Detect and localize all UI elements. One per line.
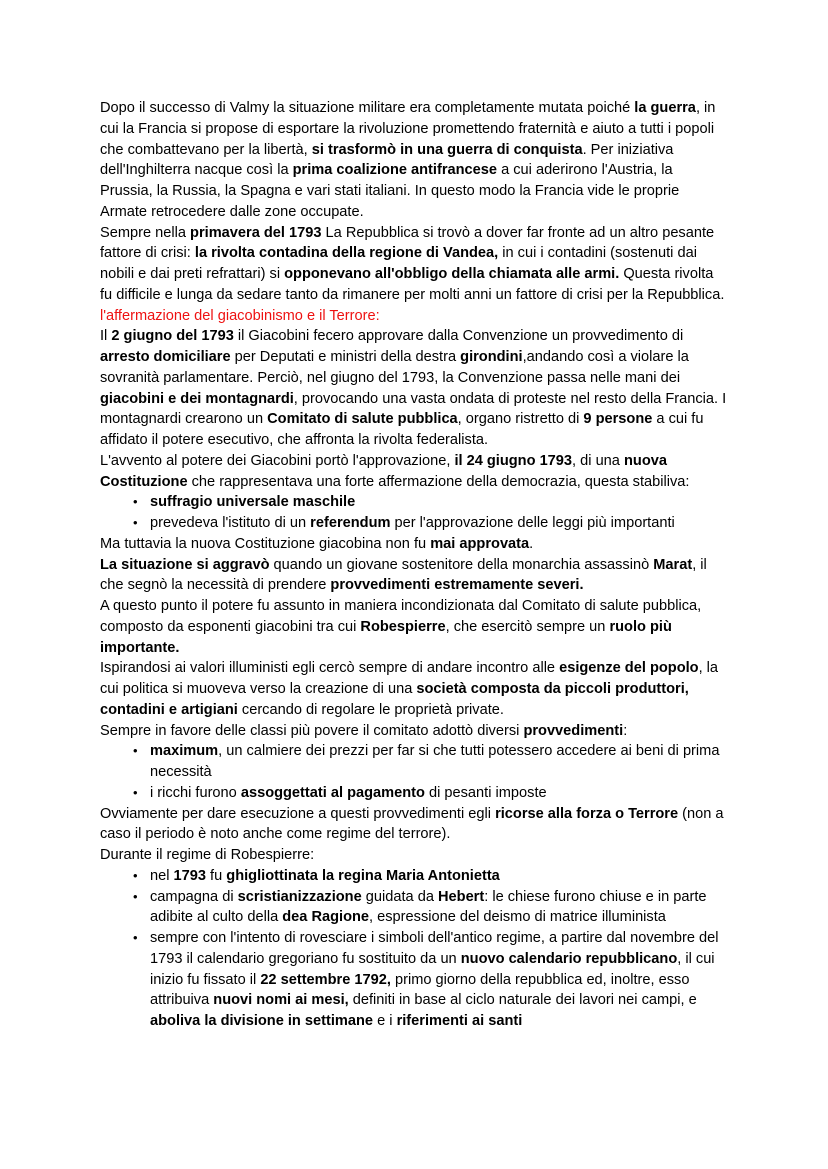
text-run-bold: opponevano all'obbligo della chiamata alle armi. bbox=[284, 266, 620, 282]
paragraph bbox=[100, 451, 729, 493]
text-run-bold: 1793 bbox=[173, 867, 206, 884]
text-run-bold: primavera del 1793 bbox=[190, 224, 322, 241]
text-run: , il che segnò la necessità di prendere bbox=[100, 556, 707, 594]
text-run-bold: dea Ragione bbox=[282, 909, 370, 926]
paragraph bbox=[100, 555, 729, 597]
text-run-bold: si trasformò in una guerra di conquista bbox=[311, 141, 583, 158]
text-run-bold: 22 settembre 1792, bbox=[260, 971, 391, 988]
text-run-bold: scristianizzazione bbox=[237, 888, 362, 905]
text-run-bold: la guerra bbox=[634, 100, 696, 116]
text-run: , la cui politica si muoveva verso la creazione di una bbox=[100, 660, 719, 697]
text-run: in cui i contadini (sostenuti dai nobili e dai preti refrattari) si bbox=[100, 245, 697, 282]
paragraph bbox=[100, 223, 729, 306]
text-run: Dopo il successo di Valmy la situazione militare era completamente mutata poiché bbox=[100, 100, 635, 116]
text-run: prevedeva l'istituto di un bbox=[150, 515, 311, 531]
text-run-bold: provvedimenti bbox=[523, 722, 624, 739]
text-run-bold: ricorse alla forza o Terrore bbox=[495, 805, 679, 822]
text-run: di pesanti imposte bbox=[424, 784, 547, 801]
text-run: Sempre nella bbox=[100, 224, 191, 241]
paragraph bbox=[100, 98, 729, 223]
text-run: . Per iniziativa dell'Inghilterra nacque così la bbox=[100, 141, 674, 179]
text-run-bold: nuovi nomi ai mesi, bbox=[213, 992, 349, 1009]
text-run: cercando di regolare le proprietà private. bbox=[237, 701, 504, 718]
text-run: , organo ristretto di bbox=[457, 411, 584, 428]
text-run: Ispirandosi ai valori illuministi egli cercò sempre di andare incontro alle bbox=[100, 660, 560, 677]
text-run: e i bbox=[373, 1013, 397, 1029]
text-run-bold: suffragio universale maschile bbox=[150, 494, 356, 511]
paragraph bbox=[100, 721, 729, 742]
text-run: La Repubblica si trovò a dover far fronte ad un altro pesante fattore di crisi: bbox=[100, 224, 715, 262]
text-run: il Giacobini fecero approvare dalla Convenzione un provvedimento di bbox=[233, 328, 684, 345]
text-run: campagna di bbox=[150, 888, 238, 905]
text-run-bold: Hebert bbox=[438, 888, 485, 905]
text-run: , espressione del deismo di matrice illuminista bbox=[369, 909, 666, 926]
text-run-bold: arresto domiciliare bbox=[100, 349, 231, 365]
text-run: Questa rivolta fu difficile e lunga da sedare tanto da rimanere per molti anni un fattore di crisi per la Repubblica. bbox=[100, 266, 725, 303]
text-run-bold: 9 persone bbox=[583, 411, 653, 428]
list-item bbox=[100, 513, 729, 534]
text-run-bold: prima coalizione antifrancese bbox=[292, 162, 498, 179]
text-run: nel bbox=[150, 867, 174, 884]
text-run: quando un giovane sostenitore della monarchia assassinò bbox=[269, 556, 654, 573]
text-run: a cui aderirono l'Austria, la Prussia, la Russia, la Spagna e vari stati italiani. In questo modo la Francia vide le proprie Armate retrocedere dalle zone occupate. bbox=[100, 162, 680, 220]
document-text-body bbox=[100, 98, 729, 1032]
text-run: ,andando così a violare la sovranità parlamentare. Perciò, nel giugno del 1793, la Convenzione passa nelle mani dei bbox=[100, 349, 689, 386]
paragraph bbox=[100, 845, 729, 866]
text-run: guidata da bbox=[361, 888, 438, 905]
text-run-bold: esigenze del popolo bbox=[559, 660, 699, 677]
text-run: L'avvento al potere dei Giacobini portò l'approvazione, bbox=[100, 452, 455, 469]
bullet-list bbox=[100, 741, 729, 803]
text-run-bold: società composta da piccoli produttori, contadini e artigiani bbox=[100, 681, 689, 718]
text-run: , un calmiere dei prezzi per far si che tutti potessero accedere ai beni di prima necessità bbox=[150, 743, 720, 780]
text-run: , di una bbox=[572, 452, 624, 469]
text-run-bold: aboliva la divisione in settimane bbox=[150, 1013, 374, 1029]
text-run-bold: Marat bbox=[653, 556, 693, 573]
text-run-bold: assoggettati al pagamento bbox=[240, 784, 425, 801]
text-run-bold: nuova Costituzione bbox=[100, 452, 667, 490]
text-run: : le chiese furono chiuse e in parte adibite al culto della bbox=[150, 888, 707, 926]
text-run-bold: Robespierre bbox=[360, 618, 446, 635]
text-run: Ma tuttavia la nuova Costituzione giacobina non fu bbox=[100, 535, 431, 552]
list-item bbox=[100, 492, 729, 513]
text-run-bold: il 24 giugno 1793 bbox=[454, 452, 573, 469]
text-run: Durante il regime di Robespierre: bbox=[100, 847, 315, 863]
list-item bbox=[100, 887, 729, 929]
list-item bbox=[100, 928, 729, 1032]
paragraph bbox=[100, 326, 729, 451]
text-run-bold: referendum bbox=[310, 515, 391, 531]
text-run-bold: ruolo più importante. bbox=[100, 618, 672, 656]
text-run: a cui fu affidato il potere esecutivo, che affronta la rivolta federalista. bbox=[100, 411, 704, 448]
text-run: Ovviamente per dare esecuzione a questi provvedimenti egli bbox=[100, 805, 496, 822]
section-heading bbox=[100, 306, 729, 327]
text-run-bold: 2 giugno del 1793 bbox=[111, 328, 234, 345]
text-run-bold: nuovo calendario repubblicano bbox=[460, 950, 678, 967]
text-run: i ricchi furono bbox=[150, 784, 241, 801]
text-run-bold: mai approvata bbox=[430, 535, 530, 552]
text-run: , in cui la Francia si propose di esportare la rivoluzione promettendo fraternità e aiuto a tutti i popoli che combattevano per la libertà, bbox=[100, 100, 716, 158]
text-run: A questo punto il potere fu assunto in maniera incondizionata dal Comitato di salute pubblica, composto da esponenti giacobini tra cui bbox=[100, 598, 702, 635]
text-run-bold: giacobini e dei montagnardi bbox=[100, 390, 294, 407]
bullet-list bbox=[100, 492, 729, 534]
text-run: sempre con l'intento di rovesciare i simboli dell'antico regime, a partire dal novembre del 1793 il calendario gregoriano fu sostituito da un bbox=[150, 930, 719, 967]
text-run: primo giorno della repubblica ed, inoltre, esso attribuiva bbox=[150, 971, 690, 1009]
text-run: che rappresentava una forte affermazione della democrazia, questa stabiliva: bbox=[187, 473, 690, 490]
text-run-bold: riferimenti ai santi bbox=[396, 1013, 523, 1029]
text-run: fu bbox=[206, 867, 227, 884]
text-run: Il bbox=[100, 328, 112, 345]
paragraph bbox=[100, 596, 729, 658]
text-run: Sempre in favore delle classi più povere il comitato adottò diversi bbox=[100, 722, 524, 739]
text-run: per l'approvazione delle leggi più importanti bbox=[390, 515, 675, 531]
list-item bbox=[100, 741, 729, 783]
text-run-bold: girondini bbox=[460, 349, 523, 365]
text-run: , provocando una vasta ondata di proteste nel resto della Francia. I montagnardi crearono un bbox=[100, 390, 727, 428]
text-run-bold: La situazione si aggravò bbox=[100, 556, 270, 573]
list-item bbox=[100, 866, 729, 887]
paragraph bbox=[100, 658, 729, 720]
text-run-bold: ghigliottinata la regina Maria Antonietta bbox=[226, 867, 500, 884]
text-run: (non a caso il periodo è noto anche come regime del terrore). bbox=[100, 805, 724, 843]
bullet-list bbox=[100, 866, 729, 1032]
text-run: , il cui inizio fu fissato il bbox=[150, 950, 715, 988]
text-run: definiti in base al ciclo naturale dei lavori nei campi, e bbox=[348, 992, 697, 1009]
text-run: . bbox=[529, 535, 534, 552]
paragraph bbox=[100, 804, 729, 846]
text-run-bold: provvedimenti estremamente severi. bbox=[330, 577, 584, 594]
text-run-bold: Comitato di salute pubblica bbox=[267, 411, 458, 428]
text-run: l'affermazione del giacobinismo e il Terrore: bbox=[100, 307, 380, 324]
text-run: , che esercitò sempre un bbox=[445, 618, 610, 635]
text-run: per Deputati e ministri della destra bbox=[230, 349, 461, 365]
list-item bbox=[100, 783, 729, 804]
text-run: : bbox=[623, 722, 628, 739]
paragraph bbox=[100, 534, 729, 555]
text-run-bold: la rivolta contadina della regione di Vandea, bbox=[194, 245, 499, 262]
text-run-bold: maximum bbox=[150, 743, 219, 760]
